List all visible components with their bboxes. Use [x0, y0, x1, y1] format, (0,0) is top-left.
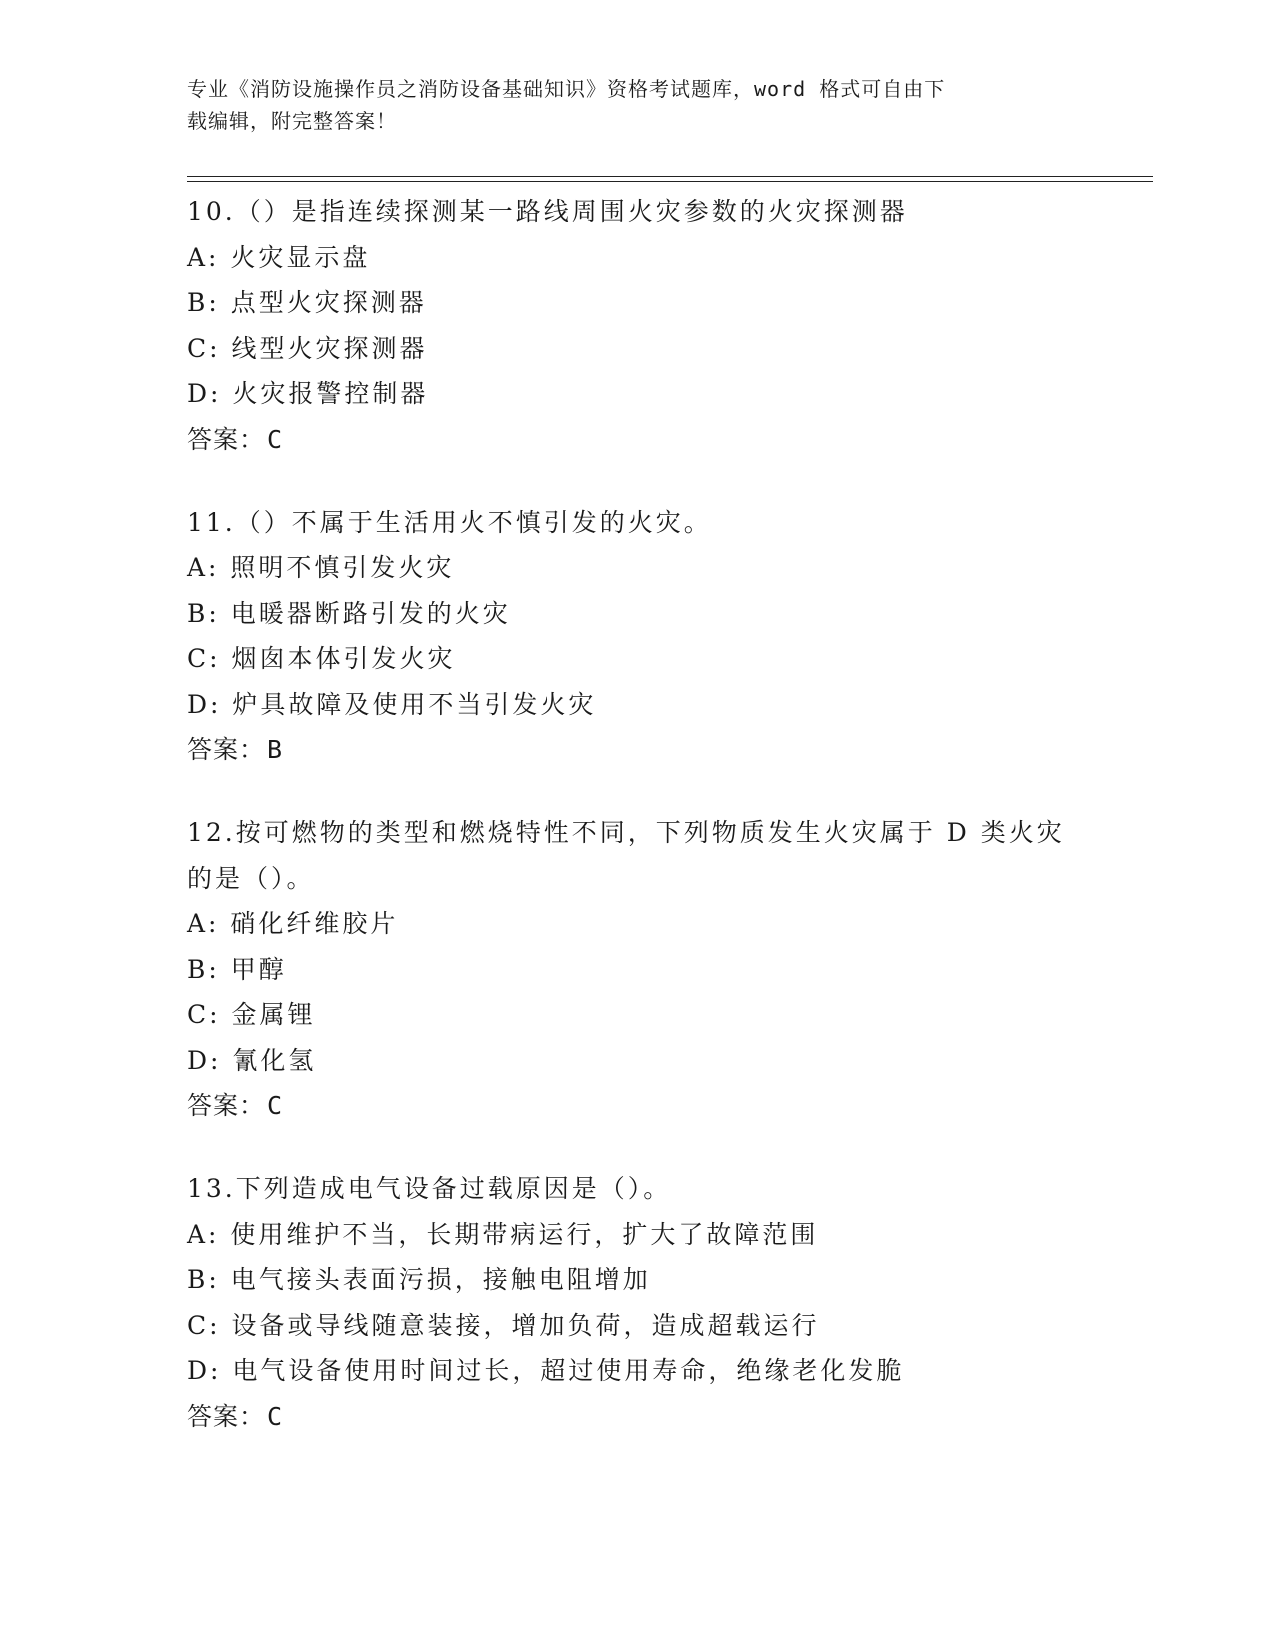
- question-stem: 10.（）是指连续探测某一路线周围火灾参数的火灾探测器: [187, 197, 908, 226]
- option-c: C: 烟囱本体引发火灾: [187, 644, 456, 673]
- question-10: [187, 189, 1107, 463]
- option-a: A: 火灾显示盘: [187, 242, 371, 272]
- option-b: B: 点型火灾探测器: [187, 288, 427, 317]
- answer-label: 答案：: [187, 735, 266, 764]
- option-b: B: 电暖器断路引发的火灾: [187, 598, 511, 628]
- header-divider-top: [187, 176, 1153, 177]
- option-a: A: 使用维护不当，长期带病运行，扩大了故障范围: [187, 1219, 819, 1249]
- answer-value: C: [267, 424, 284, 454]
- option-a: A: 硝化纤维胶片: [187, 909, 399, 938]
- answer-line: [187, 417, 1107, 463]
- option-c: C: 线型火灾探测器: [187, 333, 428, 363]
- answer-label: 答案：: [187, 1401, 266, 1431]
- answer-line: [187, 1083, 1107, 1129]
- option-d: D: 氰化氢: [187, 1045, 317, 1075]
- option-d: D: 火灾报警控制器: [187, 379, 429, 408]
- answer-line: [187, 1394, 1107, 1440]
- header-divider-bottom: [187, 181, 1153, 182]
- answer-label: 答案：: [187, 424, 266, 454]
- question-stem: 12.按可燃物的类型和燃烧特性不同，下列物质发生火灾属于 D 类火灾的是（）。: [187, 818, 1065, 893]
- option-c: C: 设备或导线随意装接，增加负荷，造成超载运行: [187, 1310, 820, 1340]
- option-d: D: 炉具故障及使用不当引发火灾: [187, 689, 597, 719]
- question-12: [187, 810, 1107, 1129]
- answer-line: [187, 727, 1107, 773]
- question-list: [187, 189, 1107, 1477]
- option-d: D: 电气设备使用时间过长，超过使用寿命，绝缘老化发脆: [187, 1356, 905, 1385]
- question-stem: 13.下列造成电气设备过载原因是（）。: [187, 1174, 672, 1203]
- question-13: [187, 1166, 1107, 1440]
- question-stem: 11.（）不属于生活用火不慎引发的火灾。: [187, 507, 712, 537]
- header-line-1: 专业《消防设施操作员之消防设备基础知识》资格考试题库，word 格式可自由下: [187, 77, 946, 101]
- option-a: A: 照明不慎引发火灾: [187, 553, 455, 582]
- answer-value: B: [267, 735, 284, 764]
- header-line-2: 载编辑，附完整答案！: [187, 109, 397, 133]
- answer-label: 答案：: [187, 1091, 266, 1120]
- document-header: [187, 73, 1067, 137]
- answer-value: C: [267, 1091, 284, 1120]
- answer-value: C: [267, 1401, 284, 1431]
- question-11: [187, 500, 1107, 774]
- option-b: B: 甲醇: [187, 954, 287, 984]
- option-c: C: 金属锂: [187, 1000, 316, 1029]
- option-b: B: 电气接头表面污损，接触电阻增加: [187, 1265, 651, 1294]
